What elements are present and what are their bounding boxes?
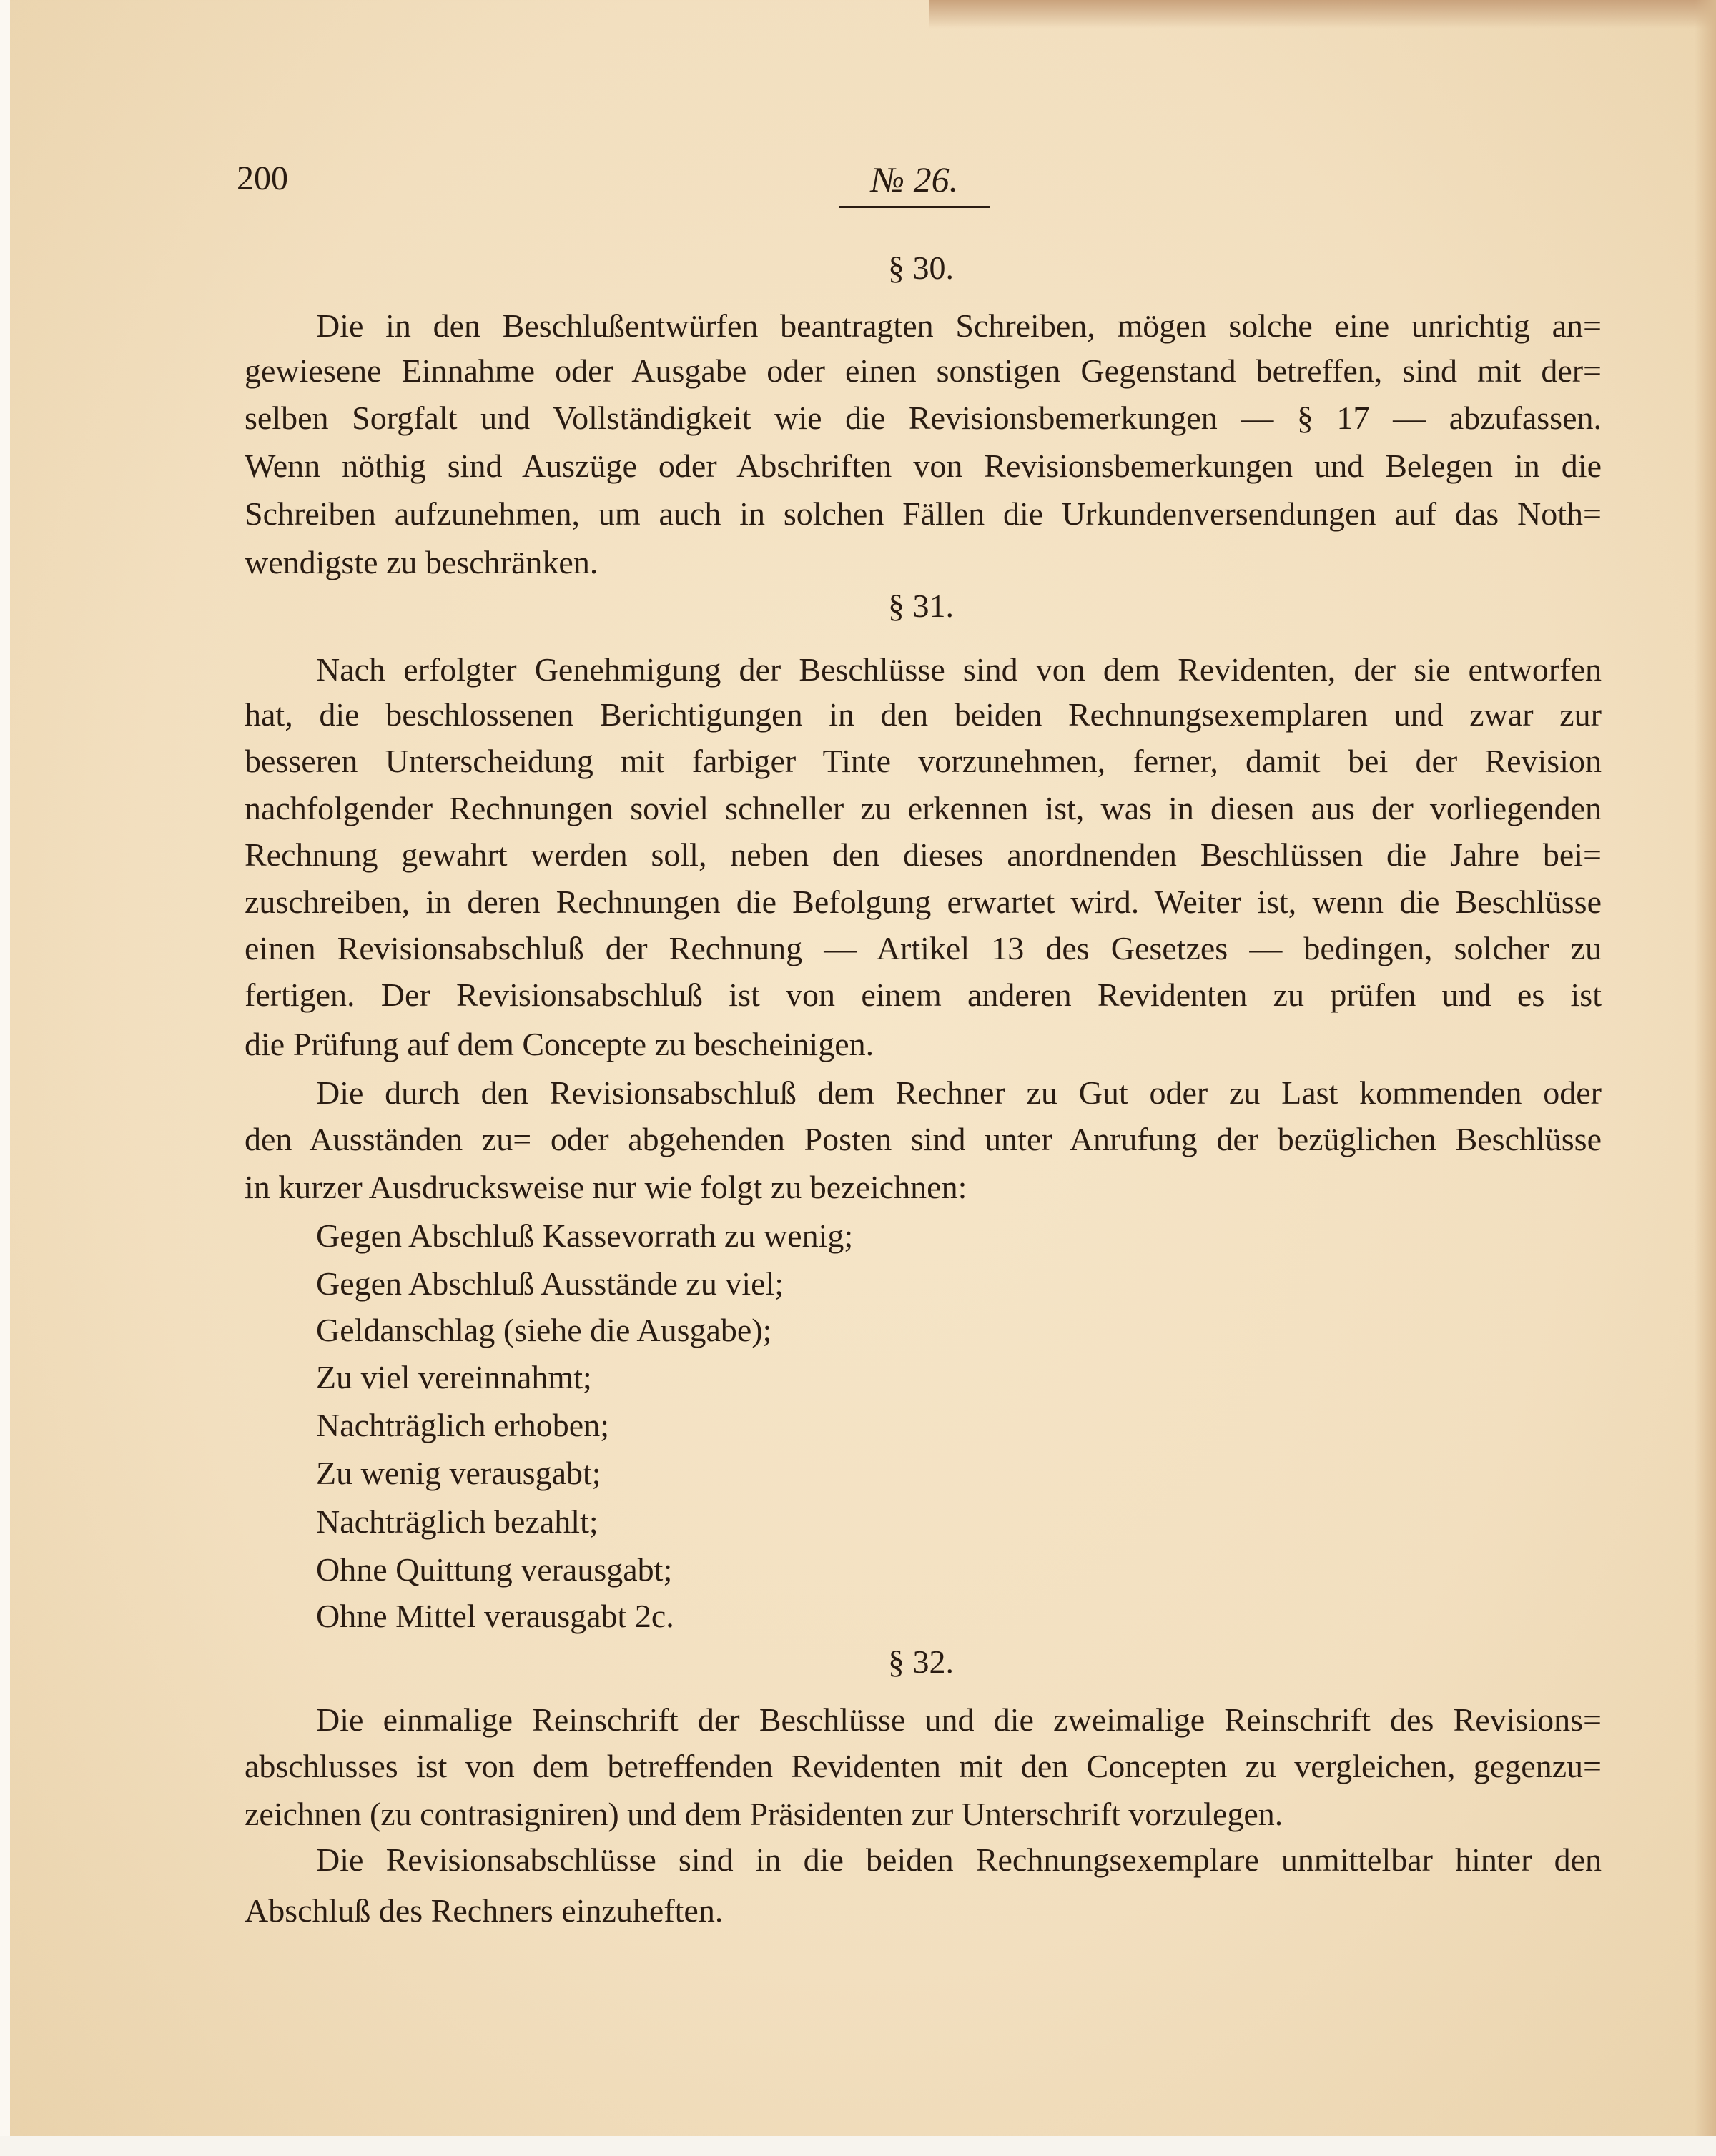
text-line: fertigen. Der Revisionsabschluß ist von einem anderen Revidenten zu prüfen und es ist	[245, 976, 1602, 1013]
text-line: den Ausständen zu= oder abgehenden Posten sind unter Anrufung der bezüglichen Beschlüsse	[245, 1121, 1602, 1157]
section-heading: § 32.	[888, 1643, 954, 1680]
issue-number: № 26.	[870, 159, 959, 199]
text-line: wendigste zu beschränken.	[245, 544, 598, 580]
list-item: Gegen Abschluß Ausstände zu viel;	[316, 1265, 784, 1302]
text-line: zuschreiben, in deren Rechnungen die Befolgung erwartet wird. Weiter ist, wenn die Beschlüsse	[245, 884, 1602, 920]
page-edge-shadow	[930, 0, 1716, 29]
list-item: Nachträglich erhoben;	[316, 1407, 609, 1443]
list-item: Zu viel vereinnahmt;	[316, 1359, 592, 1395]
text-line: Abschluß des Rechners einzuheften.	[245, 1892, 724, 1929]
text-line: in kurzer Ausdrucksweise nur wie folgt zu bezeichnen:	[245, 1169, 967, 1205]
section-heading: § 31.	[888, 588, 954, 624]
list-item: Gegen Abschluß Kassevorrath zu wenig;	[316, 1217, 854, 1254]
text-line: Die Revisionsabschlüsse sind in die beiden Rechnungsexemplare unmittelbar hinter den	[316, 1841, 1602, 1878]
text-line: besseren Unterscheidung mit farbiger Tinte vorzunehmen, ferner, damit bei der Revision	[245, 743, 1602, 779]
page-margin	[0, 0, 10, 2156]
list-item: Geldanschlag (siehe die Ausgabe);	[316, 1312, 772, 1348]
text-line: die Prüfung auf dem Concepte zu bescheinigen.	[245, 1026, 874, 1062]
text-line: einen Revisionsabschluß der Rechnung — Artikel 13 des Gesetzes — bedingen, solcher zu	[245, 930, 1602, 966]
text-line: hat, die beschlossenen Berichtigungen in den beiden Rechnungsexemplaren und zwar zur	[245, 696, 1602, 733]
section-heading: § 30.	[888, 249, 954, 286]
text-line: Wenn nöthig sind Auszüge oder Abschriften von Revisionsbemerkungen und Belegen in die	[245, 447, 1602, 484]
text-line: zeichnen (zu contrasigniren) und dem Präsidenten zur Unterschrift vorzulegen.	[245, 1796, 1283, 1832]
text-line: Nach erfolgter Genehmigung der Beschlüsse sind von dem Revidenten, der sie entworfen	[316, 651, 1602, 688]
text-line: Rechnung gewahrt werden soll, neben den dieses anordnenden Beschlüssen die Jahre bei=	[245, 836, 1602, 873]
page-edge-shadow	[1695, 0, 1716, 2156]
list-item: Zu wenig verausgabt;	[316, 1455, 601, 1491]
header-rule	[839, 206, 990, 208]
list-item: Nachträglich bezahlt;	[316, 1503, 598, 1540]
page-number: 200	[237, 159, 288, 197]
text-line: Schreiben aufzunehmen, um auch in solchen Fällen die Urkundenversendungen auf das Noth=	[245, 495, 1602, 532]
text-line: Die einmalige Reinschrift der Beschlüsse und die zweimalige Reinschrift des Revisions=	[316, 1701, 1602, 1738]
text-line: abschlusses ist von dem betreffenden Revidenten mit den Concepten zu vergleichen, gegenzu=	[245, 1748, 1602, 1784]
text-line: gewiesene Einnahme oder Ausgabe oder einen sonstigen Gegenstand betreffen, sind mit der=	[245, 352, 1602, 389]
text-line: nachfolgender Rechnungen soviel schneller zu erkennen ist, was in diesen aus der vorliegenden	[245, 790, 1602, 826]
text-line: selben Sorgfalt und Vollständigkeit wie die Revisionsbemerkungen — § 17 — abzufassen.	[245, 400, 1602, 436]
list-item: Ohne Mittel verausgabt 2c.	[316, 1598, 674, 1634]
text-line: Die durch den Revisionsabschluß dem Rechner zu Gut oder zu Last kommenden oder	[316, 1074, 1602, 1111]
text-line: Die in den Beschlußentwürfen beantragten Schreiben, mögen solche eine unrichtig an=	[316, 307, 1602, 344]
list-item: Ohne Quittung verausgabt;	[316, 1551, 673, 1588]
page-margin	[0, 2136, 1716, 2156]
